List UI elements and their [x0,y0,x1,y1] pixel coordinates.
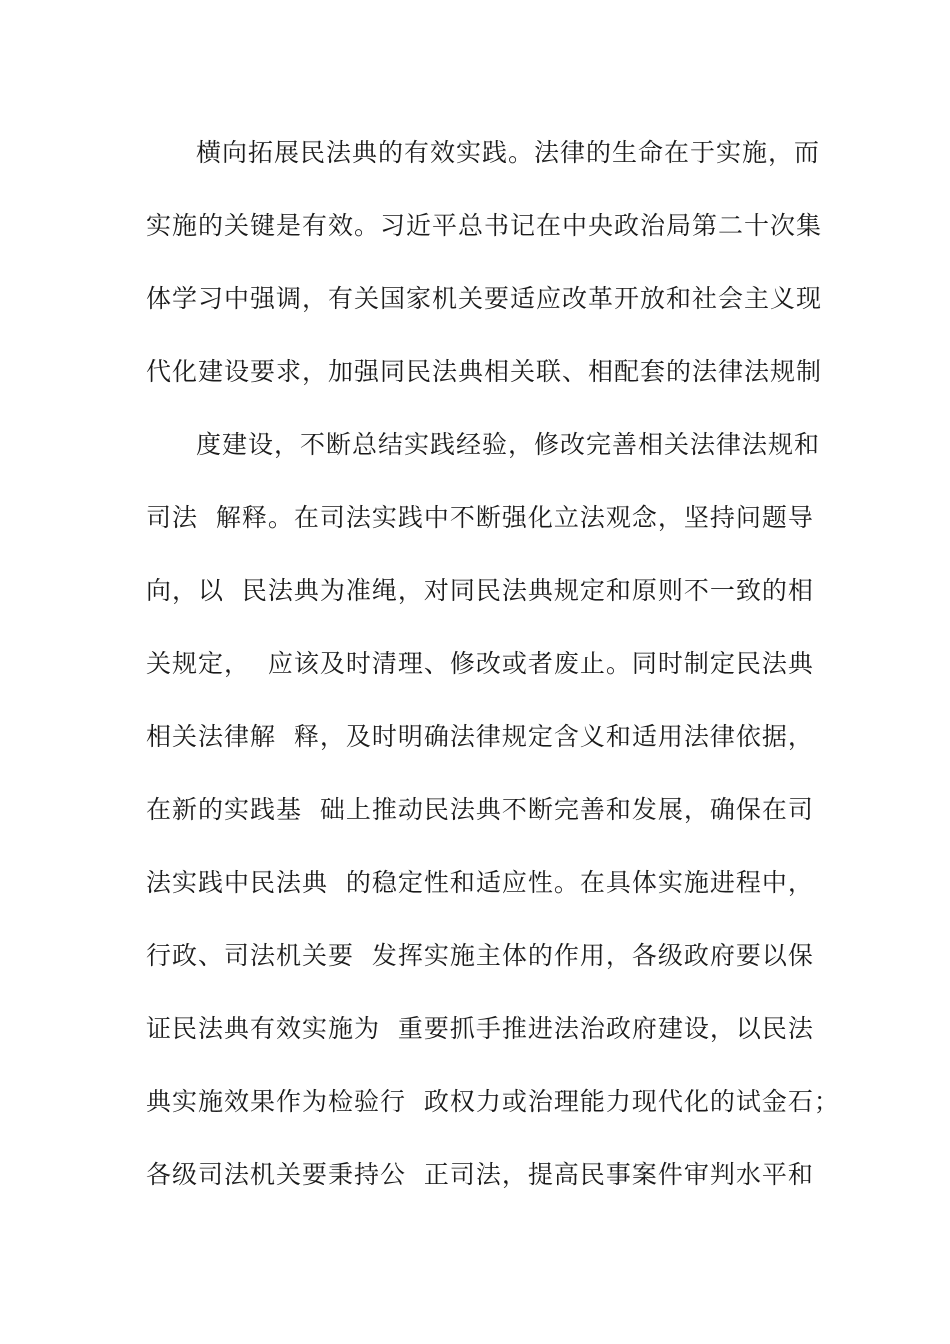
text-line-10: 在新的实践基 础上推动民法典不断完善和发展，确保在司 [146,795,814,824]
text-line-5: 度建设，不断总结实践经验，修改完善相关法律法规和 [196,430,821,459]
text-line-13: 证民法典有效实施为 重要抓手推进法治政府建设，以民法 [146,1014,814,1043]
text-line-11: 法实践中民法典 的稳定性和适应性。在具体实施进程中， [146,868,814,897]
text-line-9: 相关法律解 释，及时明确法律规定含义和适用法律依据， [146,722,814,751]
text-line-1: 横向拓展民法典的有效实践。法律的生命在于实施，而 [196,138,821,167]
text-line-8: 关规定， 应该及时清理、修改或者废止。同时制定民法典 [146,649,814,678]
text-line-4: 代化建设要求，加强同民法典相关联、相配套的法律法规制 [146,357,823,386]
text-line-14: 典实施效果作为检验行 政权力或治理能力现代化的试金石； [146,1087,840,1116]
text-line-2: 实施的关键是有效。习近平总书记在中央政治局第二十次集 [146,211,823,240]
text-line-7: 向，以 民法典为准绳，对同民法典规定和原则不一致的相 [146,576,814,605]
text-line-6: 司法 解释。在司法实践中不断强化立法观念，坚持问题导 [146,503,814,532]
text-line-12: 行政、司法机关要 发挥实施主体的作用，各级政府要以保 [146,941,814,970]
text-line-3: 体学习中强调，有关国家机关要适应改革开放和社会主义现 [146,284,823,313]
text-line-15: 各级司法机关要秉持公 正司法，提高民事案件审判水平和 [146,1160,814,1189]
